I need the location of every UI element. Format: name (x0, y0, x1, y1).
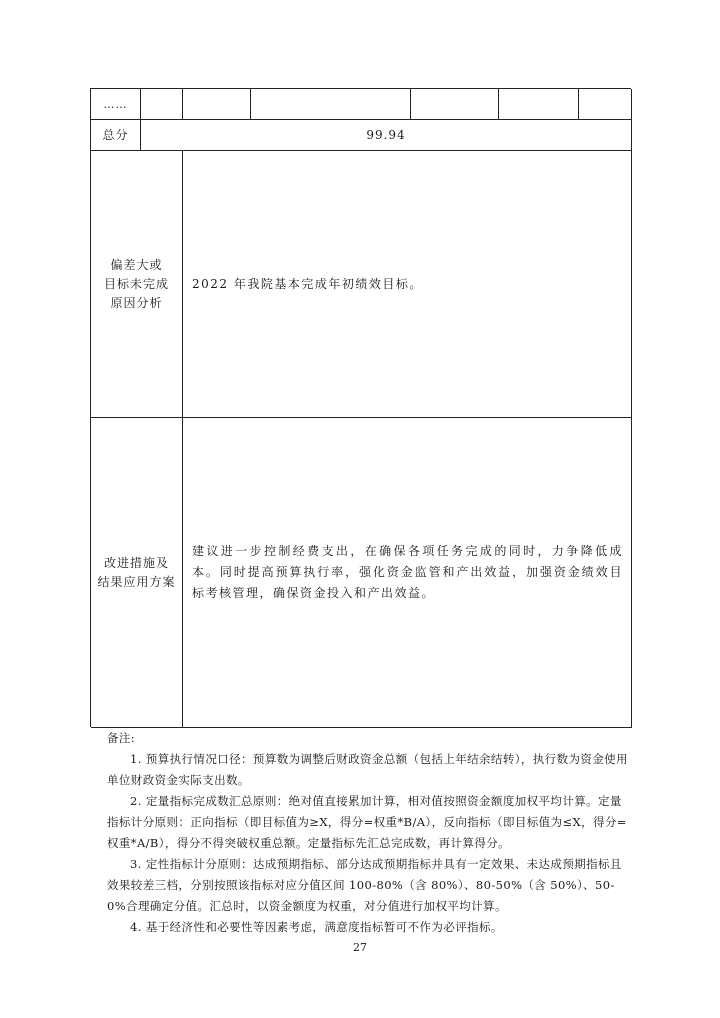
label-line: 原因分析 (110, 295, 163, 310)
performance-table (90, 88, 631, 727)
note-item: 1. 预算执行情况口径：预算数为调整后财政资金总额（包括上年结余结转），执行数为资金使用单位财政资金实际支出数。 (107, 752, 628, 787)
label-line: 结果应用方案 (97, 574, 176, 589)
notes-section (107, 728, 631, 938)
note-item: 4. 基于经济性和必要性等因素考虑，满意度指标暂可不作为必评指标。 (130, 920, 503, 934)
improvement-plan-content: 建议进一步控制经费支出，在确保各项任务完成的同时，力争降低成本。同时提高预算执行率，强化资金监管和产出效益，加强资金绩效目标考核管理，确保资金投入和产出效益。 (183, 418, 632, 728)
notes-heading: 备注: (107, 731, 136, 745)
note-item: 3. 定性指标计分原则：达成预期指标、部分达成预期指标并具有一定效果、未达成预期指标且效果较差三档，分别按照该指标对应分值区间 100-80%（含 80%）、80-50%（含 50%）、50-0%合理确定分值。汇总时，以资金额度为权重，对分值进行加权平均计算。 (107, 857, 622, 913)
label-line: 改进措施及 (103, 555, 169, 570)
deviation-analysis-content: 2022 年我院基本完成年初绩效目标。 (183, 151, 632, 418)
label-line: 偏差大或 (110, 257, 163, 272)
empty-cell (499, 89, 579, 120)
empty-cell (141, 89, 183, 120)
total-score-value: 99.94 (141, 120, 632, 151)
empty-cell (251, 89, 411, 120)
empty-cell (183, 89, 251, 120)
deviation-analysis-label (91, 151, 183, 418)
ellipsis-cell: …… (91, 89, 141, 120)
total-score-label: 总分 (91, 120, 141, 151)
note-item: 2. 定量指标完成数汇总原则：绝对值直接累加计算，相对值按照资金额度加权平均计算。定量指标计分原则：正向指标（即目标值为≥X，得分=权重*B/A），反向指标（即目标值为≤X，得分=权重*A/B），得分不得突破权重总额。定量指标先汇总完成数，再计算得分。 (107, 794, 627, 850)
empty-cell (411, 89, 499, 120)
empty-cell (579, 89, 632, 120)
improvement-plan-label (91, 418, 183, 728)
label-line: 目标未完成 (103, 276, 169, 291)
page-number: 27 (353, 941, 367, 954)
